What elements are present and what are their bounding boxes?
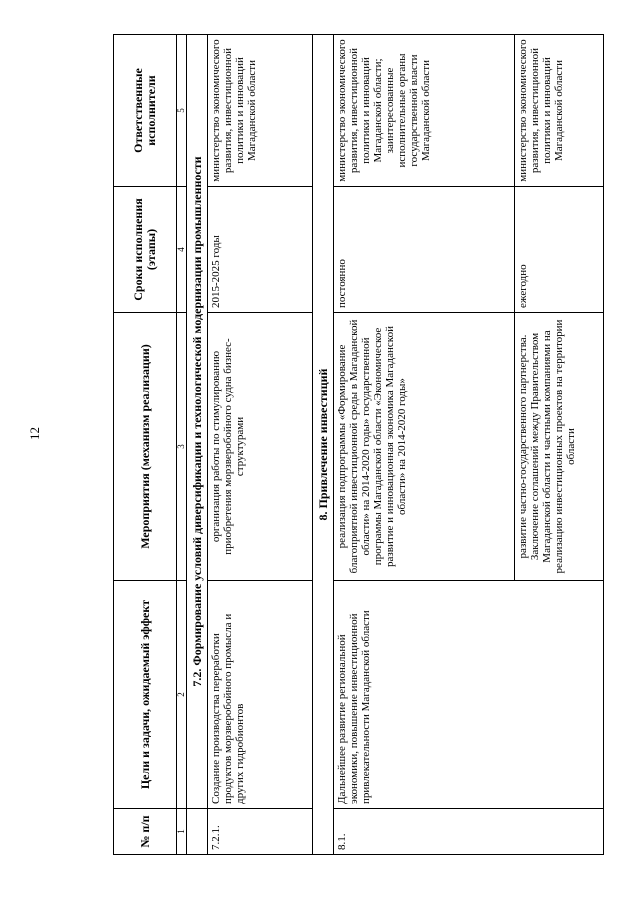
section-title-7-2: 7.2. Формирование условий диверсификации и технологической модернизации промышленности xyxy=(187,35,208,809)
col-num-1: 1 xyxy=(177,809,187,855)
header-row xyxy=(114,35,177,855)
header-terms: Сроки исполнения (этапы) xyxy=(114,187,177,313)
row-term-a: постоянно xyxy=(334,187,515,313)
section-row xyxy=(313,35,334,855)
page-number: 12 xyxy=(27,427,42,440)
col-num-5: 5 xyxy=(177,35,187,187)
row-responsible-b: министерство экономического развития, инвестиционной политики и инноваций Магаданской области xyxy=(515,35,604,187)
measures-table xyxy=(113,34,604,855)
table-row xyxy=(334,35,515,855)
row-term: 2015-2025 годы xyxy=(208,187,313,313)
row-goal: Дальнейшее развитие региональной экономики, повышение инвестиционной привлекательности Магаданской области xyxy=(334,581,604,809)
section-empty-cell xyxy=(187,809,208,855)
column-number-row xyxy=(177,35,187,855)
row-goal: Создание производства переработки продуктов морзверобойного промысла и других гидробионтов xyxy=(208,581,313,809)
row-responsible: министерство экономического развития, инвестиционной политики и инноваций Магаданской области xyxy=(208,35,313,187)
section-title-8: 8. Привлечение инвестиций xyxy=(313,35,334,855)
header-measures: Мероприятия (механизм реализации) xyxy=(114,313,177,581)
row-measure: организация работы по стимулированию приобретения морзверобойного судна бизнес-структурами xyxy=(208,313,313,581)
col-num-4: 4 xyxy=(177,187,187,313)
section-row xyxy=(187,35,208,855)
col-num-3: 3 xyxy=(177,313,187,581)
row-measure-b: развитие частно-государственного партнерства. Заключение соглашений между Правительством Магаданской области и частными компаниями на реализацию инвестиционных проектов на территории области xyxy=(515,313,604,581)
table-row xyxy=(208,35,313,855)
row-num: 8.1. xyxy=(334,809,604,855)
col-num-2: 2 xyxy=(177,581,187,809)
row-term-b: ежегодно xyxy=(515,187,604,313)
header-num: № п/п xyxy=(114,809,177,855)
row-measure-a: реализация подпрограммы «Формирование благоприятной инвестиционной среды в Магаданской области» на 2014-2020 годы» государственной программы Магаданской области «Экономическое развитие и инновационная экономика Магаданской области» на 2014-2020 годы» xyxy=(334,313,515,581)
header-responsible: Ответственные исполнители xyxy=(114,35,177,187)
rotated-page-content xyxy=(113,35,603,855)
header-goals: Цели и задачи, ожидаемый эффект xyxy=(114,581,177,809)
row-num: 7.2.1. xyxy=(208,809,313,855)
row-responsible-a: министерство экономического развития, инвестиционной политики и инноваций Магаданской области; заинтересованные исполнительные органы государственной власти Магаданской области xyxy=(334,35,515,187)
